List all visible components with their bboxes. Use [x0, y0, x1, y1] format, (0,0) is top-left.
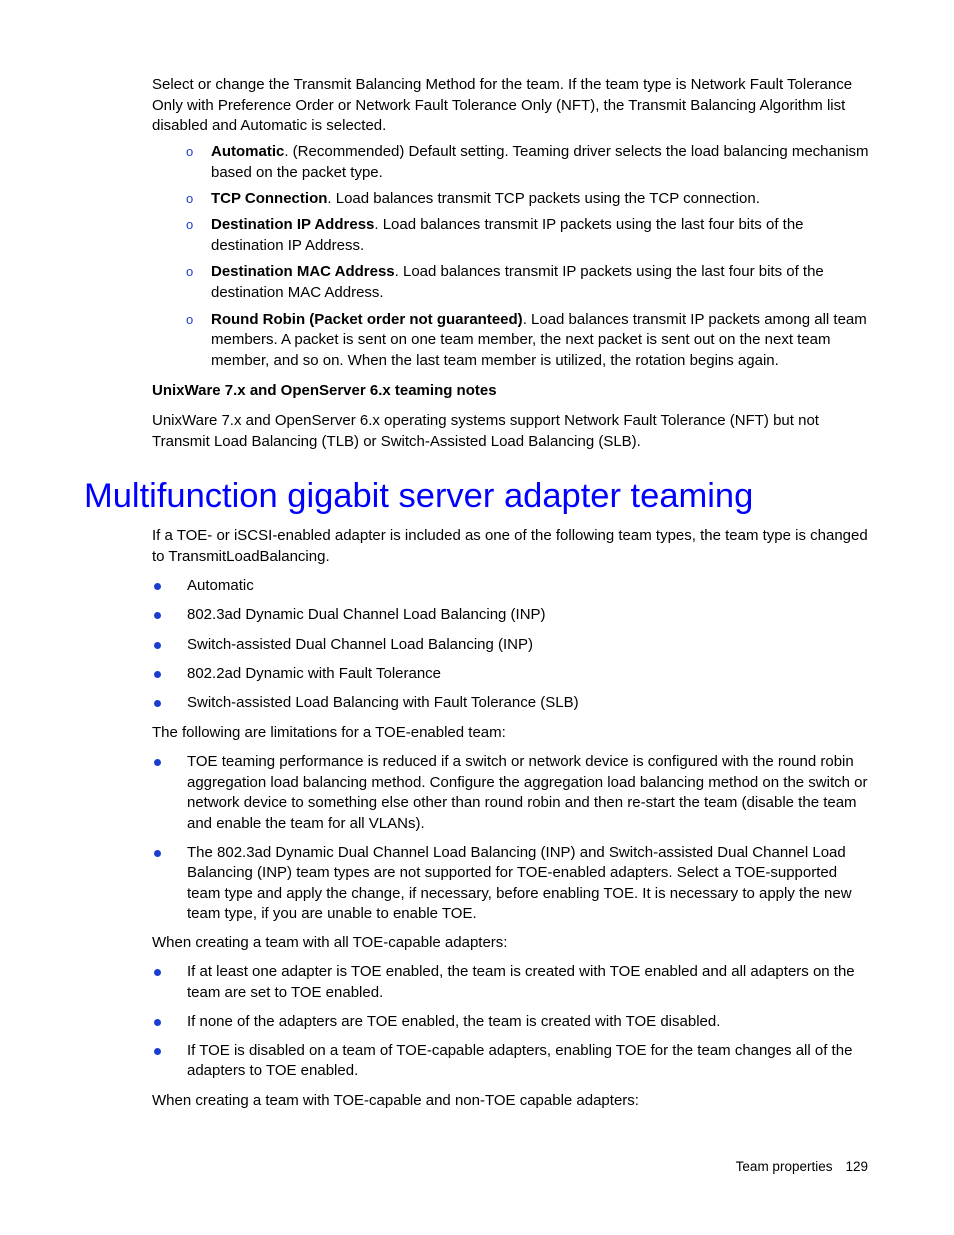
section-title: Multifunction gigabit server adapter teaming — [84, 477, 754, 515]
bullet-icon — [154, 583, 161, 590]
limitations-list — [152, 752, 874, 933]
option-description: . Load balances transmit IP packets among all team members. A packet is sent on one team member, the next packet is sent out on the next team member, and so on. When the last team member is utilized, the rotation begins again. — [211, 310, 867, 370]
hollow-bullet-icon: o — [186, 264, 194, 280]
team-types-list — [152, 576, 874, 722]
option-term: TCP Connection — [211, 190, 328, 208]
bullet-icon — [154, 1048, 161, 1055]
creating-mixed-intro: When creating a team with TOE-capable and non-TOE capable adapters: — [152, 1092, 639, 1109]
hollow-bullet-icon: o — [186, 311, 194, 327]
hollow-bullet-icon: o — [186, 191, 194, 207]
list-item: Switch-assisted Dual Channel Load Balancing (INP) — [152, 635, 874, 656]
list-item — [152, 262, 874, 304]
bullet-icon — [154, 700, 161, 707]
bullet-icon — [154, 969, 161, 976]
unix-subheading: UnixWare 7.x and OpenServer 6.x teaming notes — [152, 382, 497, 399]
list-item: If TOE is disabled on a team of TOE-capable adapters, enabling TOE for the team changes all of the adapters to TOE enabled. — [152, 1041, 874, 1082]
option-term: Destination IP Address — [211, 216, 375, 234]
list-item — [152, 215, 874, 257]
list-item — [152, 142, 874, 184]
option-term: Automatic — [211, 143, 285, 160]
intro-paragraph: Select or change the Transmit Balancing Method for the team. If the team type is Network Fault Tolerance Only with Preference Order or Network Fault Tolerance Only (NFT), the Transmit Balancing Algorithm list disabled and Automatic is selected. — [152, 76, 853, 134]
option-term: Round Robin (Packet order not guaranteed) — [211, 310, 523, 328]
bullet-icon — [154, 642, 161, 649]
bullet-icon — [154, 612, 161, 619]
hollow-bullet-icon: o — [186, 144, 194, 159]
bullet-icon — [154, 671, 161, 678]
balancing-method-list — [152, 142, 874, 377]
list-item: If none of the adapters are TOE enabled, the team is created with TOE disabled. — [152, 1012, 874, 1033]
list-item: 802.2ad Dynamic with Fault Tolerance — [152, 664, 874, 685]
option-term: Destination MAC Address — [211, 263, 395, 281]
list-item: 802.3ad Dynamic Dual Channel Load Balancing (INP) — [152, 605, 874, 626]
bullet-icon — [154, 850, 161, 857]
option-description: . Load balances transmit IP packets using the last four bits of the destination MAC Address. — [211, 263, 824, 302]
lead-paragraph: If a TOE- or iSCSI-enabled adapter is included as one of the following team types, the team type is changed to TransmitLoadBalancing. — [152, 527, 868, 565]
footer-section-name: Team properties — [735, 1159, 833, 1174]
bullet-icon — [154, 1019, 161, 1026]
creating-all-list — [152, 962, 874, 1090]
list-item: If at least one adapter is TOE enabled, the team is created with TOE enabled and all adapters on the team are set to TOE enabled. — [152, 962, 874, 1003]
page-footer — [736, 1157, 868, 1177]
unix-paragraph: UnixWare 7.x and OpenServer 6.x operating systems support Network Fault Tolerance (NFT) but not Transmit Load Balancing (TLB) or Switch-Assisted Load Balancing (SLB). — [152, 412, 819, 450]
list-item: Automatic — [152, 576, 874, 597]
bullet-icon — [154, 759, 161, 766]
limitations-intro: The following are limitations for a TOE-enabled team: — [152, 724, 506, 741]
hollow-bullet-icon: o — [186, 217, 194, 233]
list-item: Switch-assisted Load Balancing with Fault Tolerance (SLB) — [152, 693, 874, 714]
option-description: . Load balances transmit TCP packets using the TCP connection. — [327, 190, 760, 208]
list-item: TOE teaming performance is reduced if a switch or network device is configured with the round robin aggregation load balancing method. Configure the aggregation load balancing method on the switch or network device to something else other than round robin and then re-start the team (disable the team and enable the team for all VLANs). — [152, 752, 874, 834]
page-number: 129 — [845, 1159, 868, 1174]
option-description: . Load balances transmit IP packets using the last four bits of the destination IP Address. — [211, 216, 804, 255]
creating-all-intro: When creating a team with all TOE-capable adapters: — [152, 934, 508, 951]
list-item: The 802.3ad Dynamic Dual Channel Load Balancing (INP) and Switch-assisted Dual Channel Load Balancing (INP) team types are not supported for TOE-enabled adapters. Select a TOE-supported team type and apply the change, if necessary, before enabling TOE. It is necessary to apply the new team type, if you are unable to enable TOE. — [152, 843, 874, 925]
list-item — [152, 189, 874, 210]
list-item — [152, 310, 874, 372]
option-description: . (Recommended) Default setting. Teaming driver selects the load balancing mechanism based on the packet type. — [211, 143, 869, 181]
